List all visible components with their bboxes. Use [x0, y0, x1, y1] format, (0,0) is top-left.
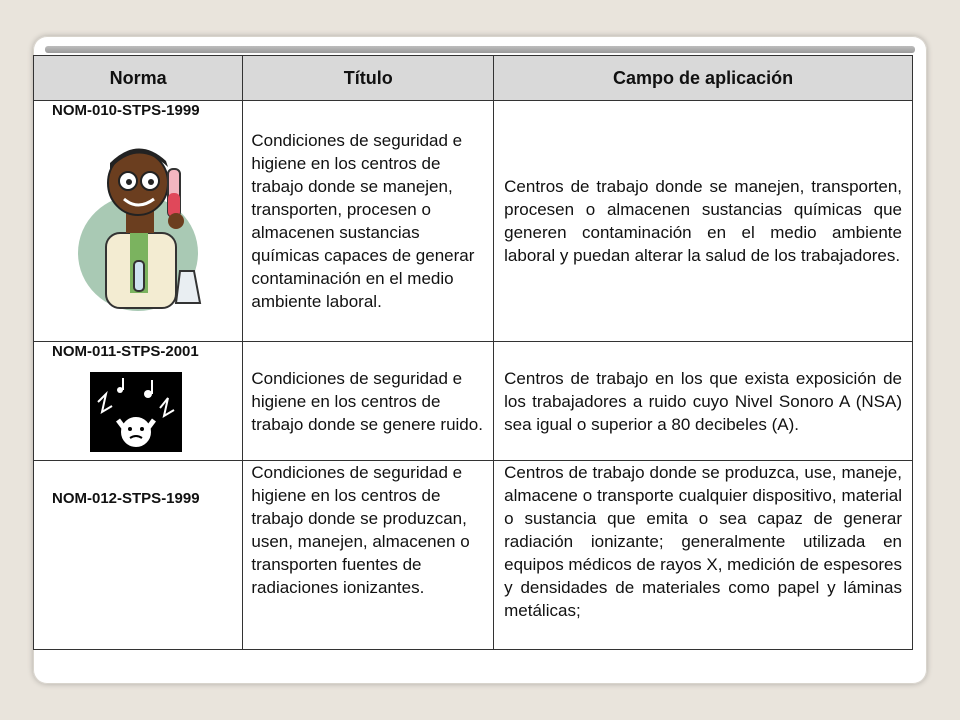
table-row	[34, 461, 913, 650]
noise-icon	[90, 372, 182, 452]
norms-table	[33, 55, 913, 650]
header-norma: Norma	[34, 56, 243, 101]
norma-code: NOM-012-STPS-1999	[52, 490, 200, 507]
scientist-icon	[76, 133, 204, 313]
table-viewport	[33, 55, 927, 655]
header-campo: Campo de aplicación	[494, 56, 913, 101]
table-row	[34, 101, 913, 342]
table-header-row	[34, 56, 913, 101]
titulo-cell: Condiciones de seguridad e higiene en los centros de trabajo donde se produzcan, usen, manejen, almacenen o transporten fuentes de radiaciones ionizantes.	[243, 461, 494, 650]
table-row	[34, 342, 913, 461]
norma-code: NOM-011-STPS-2001	[52, 343, 199, 360]
campo-cell: Centros de trabajo donde se manejen, transporten, procesen o almacenen sustancias químicas que generen contaminación en el medio ambiente laboral y puedan alterar la salud de los trabajadores.	[494, 101, 913, 342]
titulo-cell: Condiciones de seguridad e higiene en los centros de trabajo donde se manejen, transporten, procesen o almacenen sustancias químicas capaces de generar contaminación en el medio ambiente laboral.	[243, 101, 494, 342]
norma-cell	[34, 461, 243, 650]
header-titulo: Título	[243, 56, 494, 101]
campo-cell: Centros de trabajo donde se produzca, use, maneje, almacene o transporte cualquier dispositivo, material o sustancia que emita o sea capaz de generar radiación ionizante; generalmente utilizada en equipos médicos de rayos X, medición de espesores y densidades de materiales como papel y láminas metálicas;	[494, 461, 913, 650]
norma-cell	[34, 342, 243, 461]
campo-cell: Centros de trabajo en los que exista exposición de los trabajadores a ruido cuyo Nivel Sonoro A (NSA) sea igual o superior a 80 decibeles (A).	[494, 342, 913, 461]
norma-code: NOM-010-STPS-1999	[52, 102, 200, 119]
slide	[33, 36, 927, 684]
norma-cell	[34, 101, 243, 342]
slide-top-bar	[45, 46, 915, 53]
titulo-cell: Condiciones de seguridad e higiene en los centros de trabajo donde se genere ruido.	[243, 342, 494, 461]
